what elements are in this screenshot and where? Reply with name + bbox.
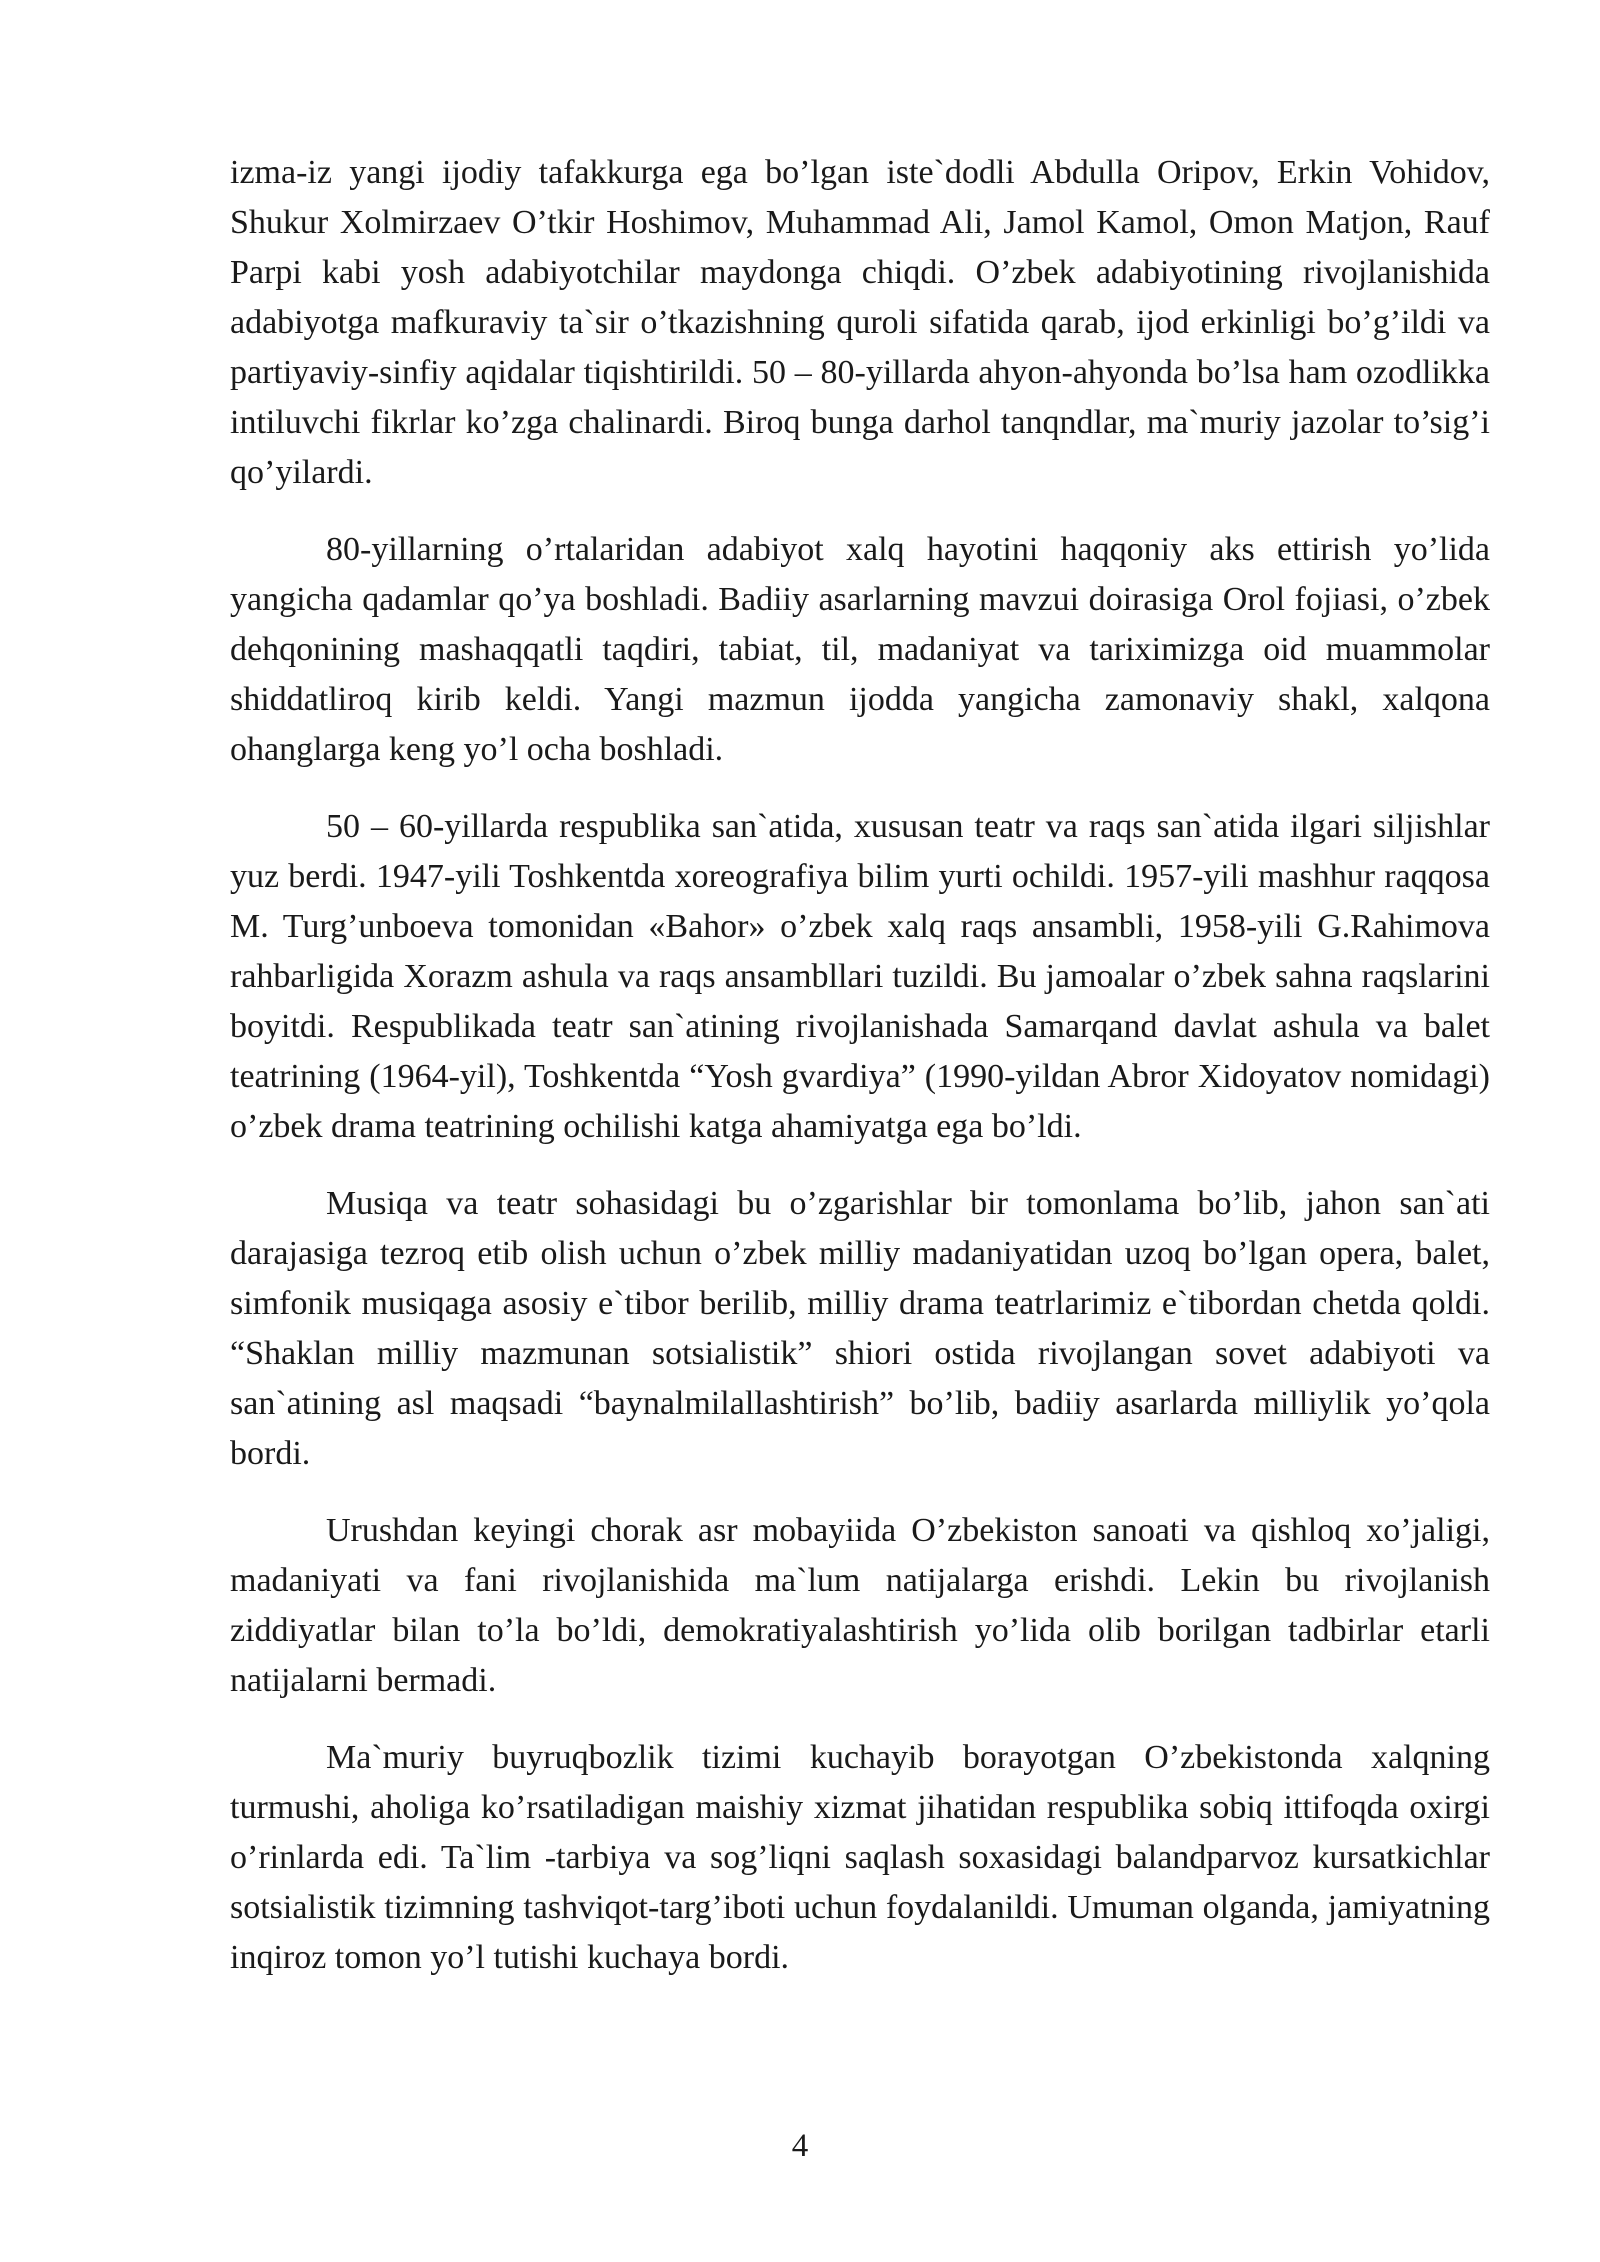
page-number: 4 [791, 2128, 809, 2164]
paragraph-4: Musiqa va teatr sohasidagi bu o’zgarishlar bir tomonlama bo’lib, jahon san`ati darajasiga tezroq etib olish uchun o’zbek milliy madaniyatidan uzoq bo’lgan opera, balet, simfonik musiqaga asosiy e`tibor berilib, milliy drama teatrlarimiz e`tibordan chetda qoldi. “Shaklan milliy mazmunan sotsialistik” shiori ostida rivojlangan sovet adabiyoti va san`atining asl maqsadi “baynalmilallashtirish” bo’lib, badiiy asarlarda milliylik yo’qola bordi. [230, 1185, 1490, 1472]
document-body [230, 148, 1490, 2010]
paragraph-2: 80-yillarning o’rtalaridan adabiyot xalq hayotini haqqoniy aks ettirish yo’lida yangicha qadamlar qo’ya boshladi. Badiiy asarlarning mavzui doirasiga Orol fojiasi, o’zbek dehqonining mashaqqatli taqdiri, tabiat, til, madaniyat va tariximizga oid muammolar shiddatliroq kirib keldi. Yangi mazmun ijodda yangicha zamonaviy shakl, xalqona ohanglarga keng yo’l ocha boshladi. [230, 531, 1490, 768]
paragraph-3: 50 – 60-yillarda respublika san`atida, xususan teatr va raqs san`atida ilgari siljishlar yuz berdi. 1947-yili Toshkentda xoreografiya bilim yurti ochildi. 1957-yili mashhur raqqosa M. Turg’unboeva tomonidan «Bahor» o’zbek xalq raqs ansambli, 1958-yili G.Rahimova rahbarligida Xorazm ashula va raqs ansambllari tuzildi. Bu jamoalar o’zbek sahna raqslarini boyitdi. Respublikada teatr san`atining rivojlanishada Samarqand davlat ashula va balet teatrining (1964-yil), Toshkentda “Yosh gvardiya” (1990-yildan Abror Xidoyatov nomidagi) o’zbek drama teatrining ochilishi katga ahamiyatga ega bo’ldi. [230, 808, 1490, 1145]
paragraph-6: Ma`muriy buyruqbozlik tizimi kuchayib borayotgan O’zbekistonda xalqning turmushi, aholiga ko’rsatiladigan maishiy xizmat jihatidan respublika sobiq ittifoqda oxirgi o’rinlarda edi. Ta`lim -tarbiya va sog’liqni saqlash soxasidagi balandparvoz kursatkichlar sotsialistik tizimning tashviqot-targ’iboti uchun foydalanildi. Umuman olganda, jamiyatning inqiroz tomon yo’l tutishi kuchaya bordi. [230, 1739, 1490, 1976]
paragraph-1: izma-iz yangi ijodiy tafakkurga ega bo’lgan iste`dodli Abdulla Oripov, Erkin Vohidov, Shukur Xolmirzaev O’tkir Hoshimov, Muhammad Ali, Jamol Kamol, Omon Matjon, Rauf Parpi kabi yosh adabiyotchilar maydonga chiqdi. O’zbek adabiyotining rivojlanishida adabiyotga mafkuraviy ta`sir o’tkazishning quroli sifatida qarab, ijod erkinligi bo’g’ildi va partiyaviy-sinfiy aqidalar tiqishtirildi. 50 – 80-yillarda ahyon-ahyonda bo’lsa ham ozodlikka intiluvchi fikrlar ko’zga chalinardi. Biroq bunga darhol tanqndlar, ma`muriy jazolar to’sig’i qo’yilardi. [230, 154, 1490, 491]
paragraph-5: Urushdan keyingi chorak asr mobayiida O’zbekiston sanoati va qishloq xo’jaligi, madaniyati va fani rivojlanishida ma`lum natijalarga erishdi. Lekin bu rivojlanish ziddiyatlar bilan to’la bo’ldi, demokratiyalashtirish yo’lida olib borilgan tadbirlar etarli natijalarni bermadi. [230, 1512, 1490, 1699]
